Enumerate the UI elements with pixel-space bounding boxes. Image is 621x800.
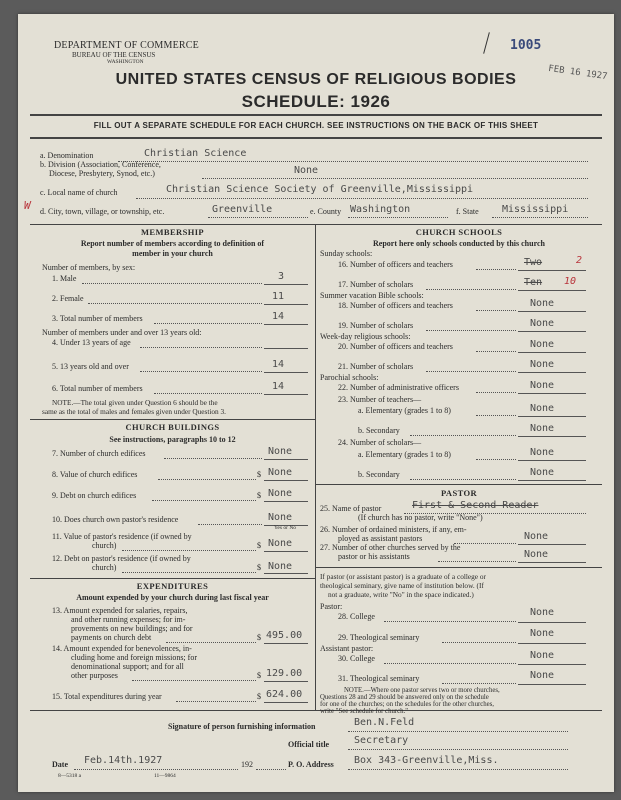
q23b-value: None	[530, 423, 555, 434]
q6-value: 14	[272, 381, 285, 392]
q31-value: None	[530, 670, 555, 681]
q16-correction: 2	[576, 255, 583, 266]
q26-label: 26. Number of ordained ministers, if any, em-	[320, 525, 467, 534]
q16-label: 16. Number of officers and teachers	[338, 260, 453, 269]
church-buildings-heading: CHURCH BUILDINGS	[125, 422, 220, 432]
q20-value: None	[530, 339, 555, 350]
q17-label: 17. Number of scholars	[338, 280, 414, 289]
pastor-note: NOTE.—Where one pastor serves two or more churches,	[344, 687, 500, 694]
q8-label: 8. Value of church edifices	[52, 470, 138, 479]
county-value: Washington	[350, 204, 411, 215]
q24a-value: None	[530, 447, 555, 458]
pastor-heading: PASTOR	[440, 488, 478, 498]
expenditures-heading: EXPENDITURES	[136, 581, 209, 591]
q13-dollar: $	[257, 633, 261, 642]
q16-value: Two	[524, 257, 543, 268]
q1-value: 3	[278, 271, 285, 282]
q6-label: 6. Total number of members	[52, 384, 143, 393]
q9-label: 9. Debt on church edifices	[52, 491, 137, 500]
division-label-2: Diocese, Presbytery, Synod, etc.)	[49, 169, 155, 178]
q2-label: 2. Female	[52, 294, 84, 303]
local-name-value: Christian Science Society of Greenville,Mississippi	[166, 184, 474, 195]
division-value: None	[294, 165, 319, 176]
buildings-intro: See instructions, paragraphs 10 to 12	[109, 435, 236, 444]
q10-value: None	[268, 512, 293, 523]
q19-label: 19. Number of scholars	[338, 321, 414, 330]
q19-value: None	[530, 318, 555, 329]
church-schools-heading: CHURCH SCHOOLS	[415, 227, 503, 237]
city-value: Greenville	[212, 204, 273, 215]
parochial-schools-label: Parochial schools:	[320, 373, 379, 382]
q21-value: None	[530, 359, 555, 370]
city-label: WASHINGTON	[107, 59, 144, 65]
margin-mark: W	[24, 199, 31, 212]
form-title: UNITED STATES CENSUS OF RELIGIOUS BODIES	[115, 71, 517, 88]
q3-value: 14	[272, 311, 285, 322]
q2-value: 11	[272, 291, 285, 302]
q21-label: 21. Number of scholars	[338, 362, 414, 371]
q10-label: 10. Does church own pastor's residence	[52, 515, 179, 524]
sunday-schools-label: Sunday schools:	[320, 249, 373, 258]
members-by-sex-label: Number of members, by sex:	[42, 263, 136, 272]
separate-schedule-instruction: FILL OUT A SEPARATE SCHEDULE FOR EACH CHURCH. SEE INSTRUCTIONS ON THE BACK OF THIS SHEET	[93, 121, 539, 130]
q23a-label: a. Elementary (grades 1 to 8)	[358, 406, 451, 415]
denomination-value: Christian Science	[144, 148, 247, 159]
pastor-note-3: for one of the churches; on the schedules for the other churches,	[320, 701, 495, 708]
expenditures-intro: Amount expended by your church during last fiscal year	[76, 593, 269, 602]
pastor-sub-label: Pastor:	[320, 602, 343, 611]
city-label: d. City, town, village, or township, etc.	[40, 207, 165, 216]
q17-correction: 10	[564, 276, 577, 287]
q28-value: None	[530, 607, 555, 618]
q13-label: 13. Amount expended for salaries, repairs,	[52, 606, 188, 615]
q14-label-3: denominational support; and for all	[71, 662, 184, 671]
q11-value: None	[268, 538, 293, 549]
q27-label-2: pastor or his assistants	[338, 552, 410, 561]
q10-hint: Yes or No	[274, 525, 297, 531]
q14-label-2: cluding home and foreign missions; for	[71, 653, 197, 662]
state-value: Mississippi	[502, 204, 569, 215]
q29-label: 29. Theological seminary	[338, 633, 420, 642]
q8-dollar: $	[257, 470, 261, 479]
q13-label-4: payments on church debt	[71, 633, 152, 642]
graduate-instruction: If pastor (or assistant pastor) is a graduate of a college or	[320, 572, 486, 581]
department-label: DEPARTMENT OF COMMERCE	[54, 40, 199, 51]
q26-label-2: ployed as assistant pastors	[338, 534, 423, 543]
q14-label-4: other purposes	[71, 671, 118, 680]
q13-label-3: provements on new buildings; and for	[71, 624, 193, 633]
membership-note: NOTE.—The total given under Question 6 should be the	[52, 398, 218, 407]
q22-label: 22. Number of administrative officers	[338, 383, 459, 392]
q11-label: 11. Value of pastor's residence (if owned by	[52, 532, 192, 541]
membership-intro: Report number of members according to definition of	[80, 239, 265, 248]
q24a-label: a. Elementary (grades 1 to 8)	[358, 450, 451, 459]
pastor-note-2: Questions 28 and 29 should be answered only on the schedule	[320, 694, 489, 701]
q7-label: 7. Number of church edifices	[52, 449, 146, 458]
q12-value: None	[268, 561, 293, 572]
q5-label: 5. 13 years old and over	[52, 362, 129, 371]
denomination-label: a. Denomination	[40, 151, 94, 160]
received-stamp: FEB 16 1927	[547, 63, 609, 83]
number-check-mark	[483, 32, 490, 54]
summer-schools-label: Summer vacation Bible schools:	[320, 291, 424, 300]
official-title-value: Secretary	[354, 735, 409, 746]
q1-label: 1. Male	[52, 274, 77, 283]
q20-label: 20. Number of officers and teachers	[338, 342, 453, 351]
q22-value: None	[530, 380, 555, 391]
q4-label: 4. Under 13 years of age	[52, 338, 131, 347]
schedule-title: SCHEDULE: 1926	[241, 92, 391, 111]
division-label: b. Division (Association, Conference,	[40, 160, 161, 169]
weekday-schools-label: Week-day religious schools:	[320, 332, 411, 341]
local-name-label: c. Local name of church	[40, 188, 118, 197]
q11-label-2: church)	[92, 541, 117, 550]
form-code-2: 11—9864	[154, 773, 176, 779]
q28-label: 28. College	[338, 612, 375, 621]
q14-label: 14. Amount expended for benevolences, in-	[52, 644, 192, 653]
q9-dollar: $	[257, 491, 261, 500]
q23-label: 23. Number of teachers—	[338, 395, 422, 404]
county-label: e. County	[310, 207, 342, 216]
q9-value: None	[268, 488, 293, 499]
q15-label: 15. Total expenditures during year	[52, 692, 162, 701]
official-title-label: Official title	[288, 740, 330, 749]
bureau-label: BUREAU OF THE CENSUS	[72, 51, 156, 59]
po-address-label: P. O. Address	[288, 760, 334, 769]
q25-hint: (If church has no pastor, write "None")	[358, 513, 483, 522]
q12-label-2: church)	[92, 563, 117, 572]
q18-value: None	[530, 298, 555, 309]
signature-label: Signature of person furnishing information	[168, 722, 316, 731]
schools-intro: Report here only schools conducted by this church	[373, 239, 545, 248]
q24b-label: b. Secondary	[358, 470, 400, 479]
assistant-pastor-label: Assistant pastor:	[320, 644, 374, 653]
po-address-value: Box 343-Greenville,Miss.	[354, 755, 499, 766]
q29-value: None	[530, 628, 555, 639]
date-year-prefix: 192	[241, 760, 253, 769]
q25-value: First & Second Reader	[412, 500, 539, 511]
q14-value: 129.00	[266, 668, 303, 679]
date-label: Date	[52, 760, 68, 769]
q12-dollar: $	[257, 563, 261, 572]
schedule-number: 1005	[510, 38, 542, 53]
q25-label: 25. Name of pastor	[320, 504, 382, 513]
q18-label: 18. Number of officers and teachers	[338, 301, 453, 310]
q7-value: None	[268, 446, 293, 457]
q15-value: 624.00	[266, 689, 303, 700]
census-schedule-page	[18, 14, 614, 792]
q11-dollar: $	[257, 541, 261, 550]
q14-dollar: $	[257, 671, 261, 680]
q17-value: Ten	[524, 277, 543, 288]
membership-intro-2: member in your church	[132, 249, 213, 258]
q30-label: 30. College	[338, 654, 375, 663]
q12-label: 12. Debt on pastor's residence (if owned by	[52, 554, 191, 563]
q13-label-2: and other running expenses; for im-	[71, 615, 186, 624]
q26-value: None	[524, 531, 549, 542]
q5-value: 14	[272, 359, 285, 370]
membership-heading: MEMBERSHIP	[140, 227, 205, 237]
q8-value: None	[268, 467, 293, 478]
date-value: Feb.14th.1927	[84, 755, 163, 766]
q3-label: 3. Total number of members	[52, 314, 143, 323]
graduate-instruction-2: theological seminary, give name of institution below. (If	[320, 581, 484, 590]
q23b-label: b. Secondary	[358, 426, 400, 435]
q30-value: None	[530, 650, 555, 661]
q24-label: 24. Number of scholars—	[338, 438, 422, 447]
q27-label: 27. Number of other churches served by the	[320, 543, 461, 552]
q23a-value: None	[530, 403, 555, 414]
form-code-1: 8—5318 a	[58, 773, 82, 779]
signature-value: Ben.N.Feld	[354, 717, 415, 728]
q24b-value: None	[530, 467, 555, 478]
graduate-instruction-3: not a graduate, write "No" in the space indicated.)	[328, 590, 474, 599]
q13-value: 495.00	[266, 630, 303, 641]
pastor-note-4: write "See schedule for church."	[320, 708, 409, 715]
state-label: f. State	[456, 207, 479, 216]
q31-label: 31. Theological seminary	[338, 674, 420, 683]
members-by-age-label: Number of members under and over 13 years old:	[42, 328, 202, 337]
q27-value: None	[524, 549, 549, 560]
q15-dollar: $	[257, 692, 261, 701]
membership-note-2: same as the total of males and females given under Question 3.	[42, 407, 226, 416]
